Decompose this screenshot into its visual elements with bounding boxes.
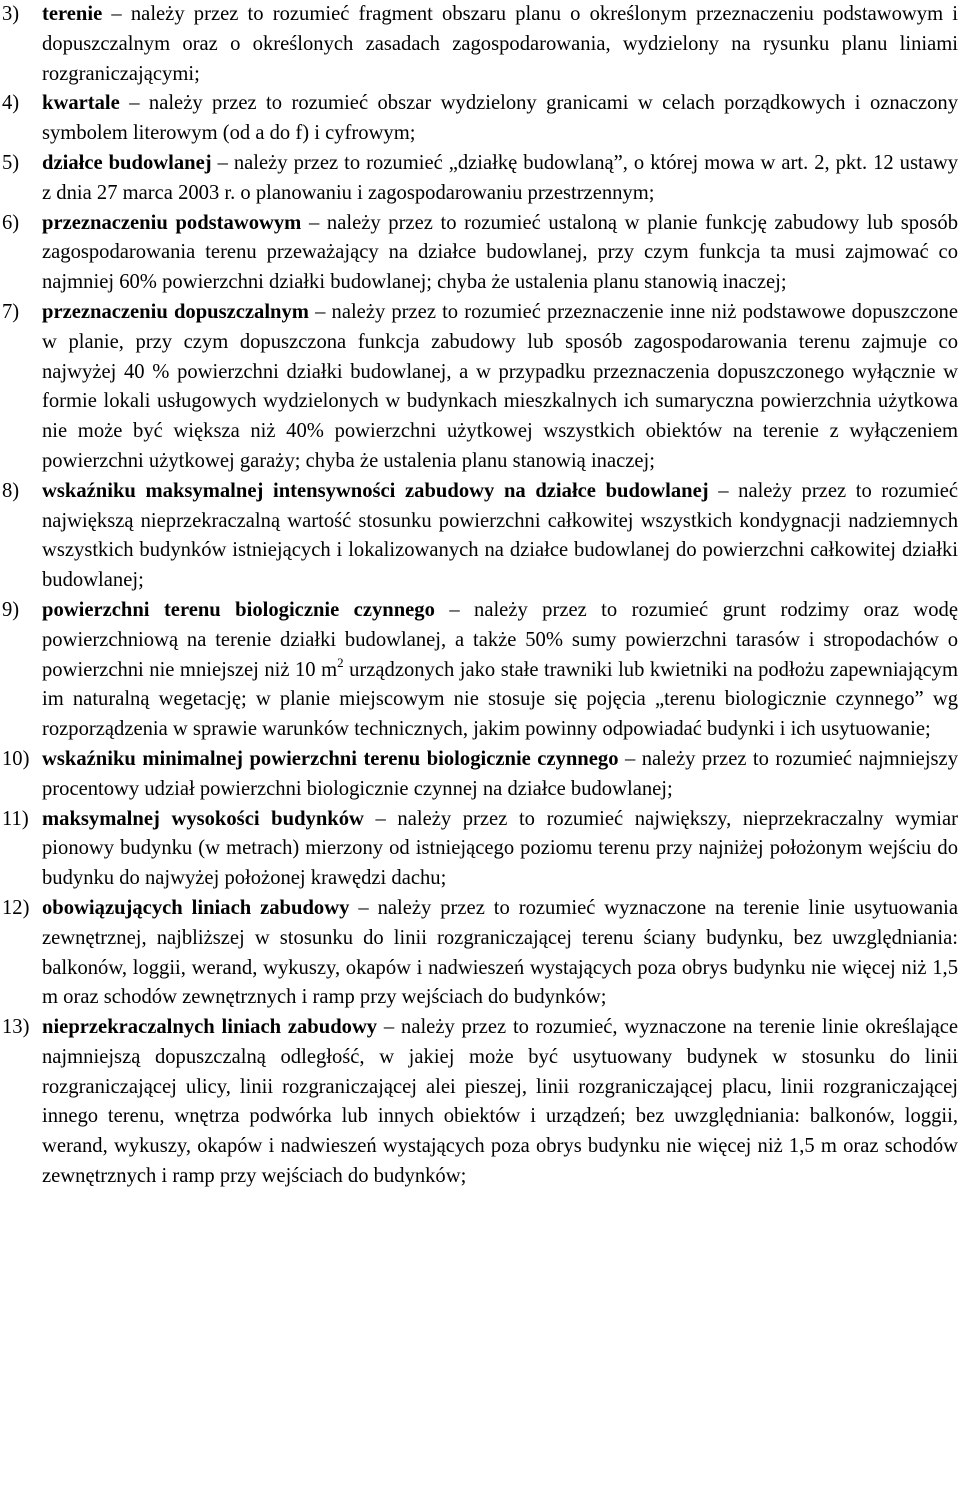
item-term: kwartale xyxy=(42,92,120,115)
item-term: przeznaczeniu podstawowym xyxy=(42,211,302,234)
item-text: – należy przez to rozumieć wyznaczone na terenie linie usytuowania zewnętrznej, najbliższej w stosunku do linii rozgraniczającej terenu ściany budynku, bez uwzględniania: balkonów, loggii, werand, wykuszy, okapów i nadwieszeń wystających poza obrys budynku nie więcej niż 1,5 m oraz schodów zewnętrznych i ramp przy wejściach do budynków; xyxy=(42,896,958,1009)
item-text: – należy przez to rozumieć największą nieprzekraczalną wartość stosunku powierzchni całkowitej wszystkich kondygnacji nadziemnych wszystkich budynków istniejących i lokalizowanych na działce budowlanej do powierzchni całkowitej działki budowlanej; xyxy=(42,479,958,592)
item-term: maksymalnej wysokości budynków xyxy=(42,807,364,830)
definition-item-11 xyxy=(2,805,958,894)
item-term: działce budowlanej xyxy=(42,151,212,174)
item-number: 13) xyxy=(2,1016,30,1039)
item-text: – należy przez to rozumieć obszar wydzielony granicami w celach porządkowych i oznaczony symbolem literowym (od a do f) i cyfrowym; xyxy=(42,92,958,145)
item-term: terenie xyxy=(42,3,103,25)
item-number: 7) xyxy=(2,300,20,323)
item-body xyxy=(42,149,958,209)
item-number: 5) xyxy=(2,151,20,174)
item-number: 3) xyxy=(2,3,20,25)
item-body xyxy=(42,298,958,477)
item-body xyxy=(42,89,958,149)
item-body xyxy=(42,0,958,89)
superscript: 2 xyxy=(337,654,344,670)
definition-item-9 xyxy=(2,596,958,745)
item-term: wskaźniku minimalnej powierzchni terenu biologicznie czynnego xyxy=(42,747,619,770)
item-number: 6) xyxy=(2,211,20,234)
item-body xyxy=(42,745,958,805)
definition-item-7 xyxy=(2,298,958,477)
definition-item-12 xyxy=(2,894,958,1013)
item-number: 8) xyxy=(2,479,20,502)
definition-item-8 xyxy=(2,477,958,596)
item-body xyxy=(42,805,958,894)
item-number: 10) xyxy=(2,747,30,770)
item-text: – należy przez to rozumieć najmniejszy procentowy udział powierzchni biologicznie czynnej na działce budowlanej; xyxy=(42,747,958,800)
item-text: – należy przez to rozumieć „działkę budowlaną”, o której mowa w art. 2, pkt. 12 ustawy z dnia 27 marca 2003 r. o planowaniu i zagospodarowaniu przestrzennym; xyxy=(42,151,958,204)
definition-item-13 xyxy=(2,1013,958,1192)
item-number: 9) xyxy=(2,598,20,621)
item-text: – należy przez to rozumieć ustaloną w planie funkcję zabudowy lub sposób zagospodarowania terenu przeważający na działce budowlanej, przy czym funkcja ta musi zajmować co najmniej 60% powierzchni działki budowlanej; chyba że ustalenia planu stanowią inaczej; xyxy=(42,211,958,294)
item-text-continued: urządzonych jako stałe trawniki lub kwietniki na podłożu zapewniającym im naturalną wegetację; w planie miejscowym nie stosuje się pojęcia „terenu biologicznie czynnego” wg rozporządzenia w sprawie warunków technicznych, jakim powinny odpowiadać budynki i ich usytuowanie; xyxy=(42,658,958,741)
item-term: przeznaczeniu dopuszczalnym xyxy=(42,300,309,323)
item-body xyxy=(42,1013,958,1192)
item-number: 4) xyxy=(2,92,20,115)
definition-item-10 xyxy=(2,745,958,805)
item-number: 11) xyxy=(2,807,29,830)
definition-item-3 xyxy=(2,0,958,89)
definition-item-4 xyxy=(2,89,958,149)
item-text: – należy przez to rozumieć przeznaczenie inne niż podstawowe dopuszczone w planie, przy czym dopuszczona funkcja zabudowy lub sposób zagospodarowania terenu zajmuje co najwyżej 40 % powierzchni działki budowlanej, a w przypadku przeznaczenia dopuszczonego wyłącznie w formie lokali usługowych wydzielonych w budynkach mieszkalnych ich sumaryczna powierzchnia użytkowa nie może być większa niż 40% powierzchni użytkowej wszystkich obiektów na terenie z wyłączeniem powierzchni użytkowej garaży; chyba że ustalenia planu stanowią inaczej; xyxy=(42,300,958,472)
definition-item-6 xyxy=(2,209,958,298)
item-term: nieprzekraczalnych liniach zabudowy xyxy=(42,1016,378,1039)
item-body xyxy=(42,596,958,745)
item-text: – należy przez to rozumieć grunt rodzimy oraz wodę powierzchniową na terenie działki budowlanej, a także 50% sumy powierzchni tarasów i stropodachów o powierzchni nie mniejszej niż 10 m xyxy=(42,598,958,681)
item-text: – należy przez to rozumieć fragment obszaru planu o określonym przeznaczeniu podstawowym i dopuszczalnym oraz o określonych zasadach zagospodarowania, wydzielony na rysunku planu liniami rozgraniczającymi; xyxy=(42,3,958,85)
item-term: powierzchni terenu biologicznie czynnego xyxy=(42,598,435,621)
item-body xyxy=(42,894,958,1013)
item-body xyxy=(42,477,958,596)
item-term: obowiązujących liniach zabudowy xyxy=(42,896,350,919)
item-number: 12) xyxy=(2,896,30,919)
item-text: – należy przez to rozumieć, wyznaczone na terenie linie określające najmniejszą dopuszczalną odległość, w jakiej może być usytuowany budynek w stosunku do linii rozgraniczającej ulicy, linii rozgraniczającej alei pieszej, linii rozgraniczającej placu, linii rozgraniczającej innego terenu, wnętrza podwórka lub innych obiektów i urządzeń; bez uwzględniania: balkonów, loggii, werand, wykuszy, okapów i nadwieszeń wystających poza obrys budynku nie więcej niż 1,5 m oraz schodów zewnętrznych i ramp przy wejściach do budynków; xyxy=(42,1016,958,1188)
definition-item-5 xyxy=(2,149,958,209)
item-body xyxy=(42,209,958,298)
item-term: wskaźniku maksymalnej intensywności zabudowy na działce budowlanej xyxy=(42,479,709,502)
item-text: – należy przez to rozumieć największy, nieprzekraczalny wymiar pionowy budynku (w metrach) mierzony od istniejącego poziomu terenu przy najniżej położonym wejściu do budynku do najwyżej położonej krawędzi dachu; xyxy=(42,807,958,890)
